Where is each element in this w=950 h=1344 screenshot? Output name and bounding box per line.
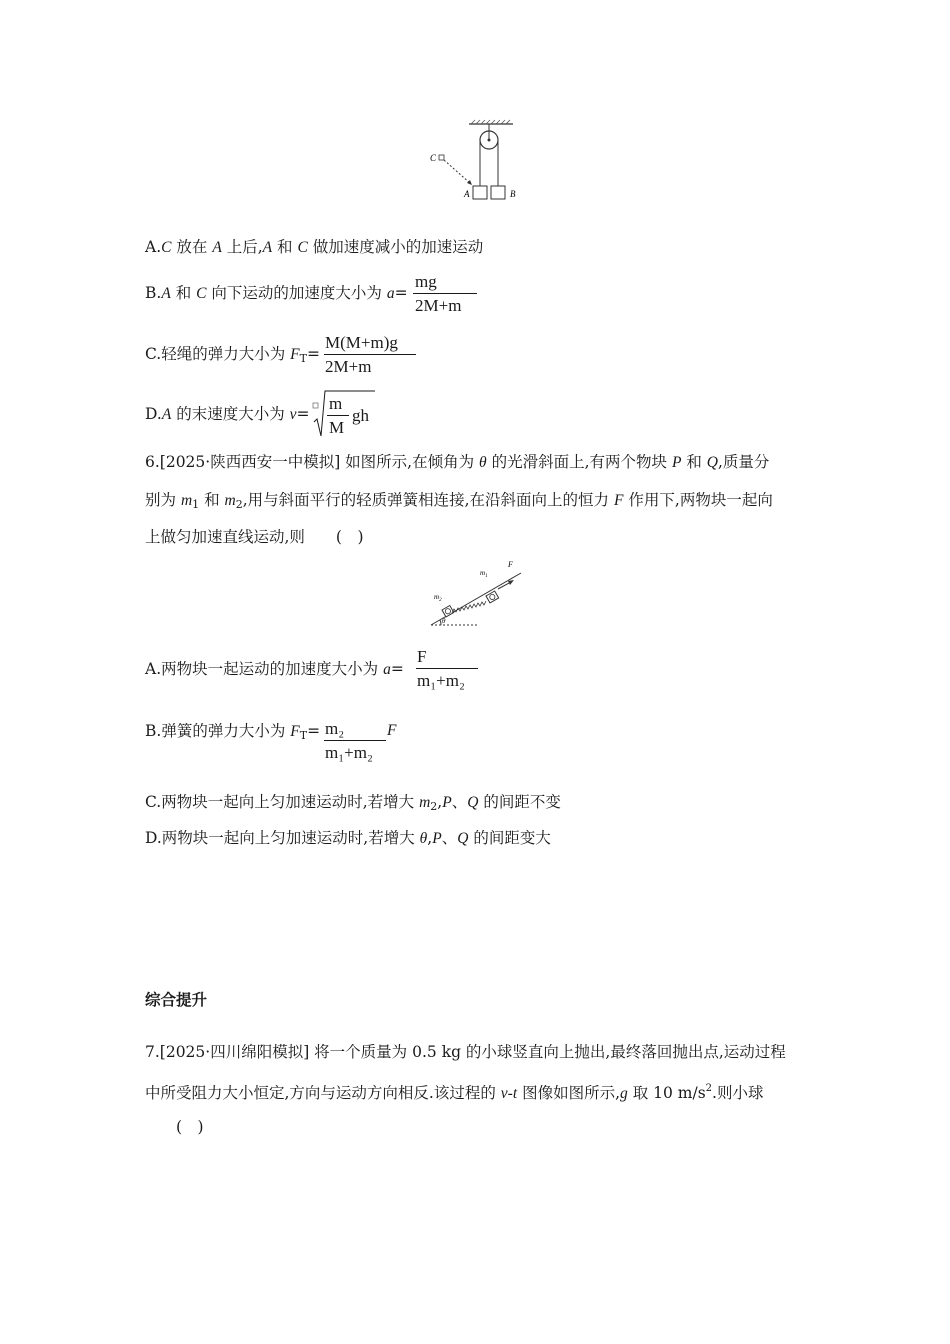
gh-text: gh <box>352 406 369 425</box>
text: 、 <box>441 829 458 847</box>
q6-option-d <box>145 828 551 849</box>
q6-option-a <box>145 659 404 680</box>
fig2-label-m1: $m_1$ <box>480 569 488 579</box>
var: θ <box>419 830 428 847</box>
q5-option-d <box>145 404 310 425</box>
var: A <box>262 239 273 256</box>
fraction-bar <box>413 293 477 294</box>
var: C <box>161 239 172 256</box>
text: 放在 <box>171 238 213 256</box>
fig1-label-a: A <box>464 189 470 199</box>
fig1-label-c: C <box>430 153 437 163</box>
fraction-bar <box>327 415 349 416</box>
q6-a-fraction <box>416 647 480 695</box>
text: 上后, <box>221 238 263 256</box>
denominator: 2M+m <box>325 357 372 376</box>
text: 的间距变大 <box>468 829 551 847</box>
q6-line-2 <box>145 490 773 515</box>
denominator: M <box>329 418 345 437</box>
text: 的光滑斜面上,有两个物块 <box>486 453 672 471</box>
text: C.轻绳的弹力大小为 <box>145 345 291 363</box>
q7-line-2 <box>145 1079 763 1104</box>
text: .则小球 <box>712 1084 764 1102</box>
q7-line-3: ( ) <box>176 1118 204 1136</box>
section-title: 综合提升 <box>145 991 208 1009</box>
pulley-figure <box>425 118 525 204</box>
text: 作用下,两物块一起向 <box>623 491 773 509</box>
text: , <box>427 829 433 847</box>
q6-line-3: 上做匀加速直线运动,则 ( ) <box>145 528 364 546</box>
q6-b-fraction <box>324 719 388 767</box>
var: m <box>224 492 236 509</box>
var: a <box>386 285 395 302</box>
fraction-bar <box>324 354 416 355</box>
numerator: F <box>417 647 427 666</box>
text: 图像如图所示, <box>517 1084 621 1102</box>
text: D.两物块一起向上匀加速运动时,若增大 <box>145 829 420 847</box>
text: B. <box>145 284 162 302</box>
text: C.两物块一起向上匀加速运动时,若增大 <box>145 793 420 811</box>
fig2-label-f: F <box>508 560 513 569</box>
subscript: 2 <box>430 800 438 813</box>
var: Q <box>457 830 469 847</box>
q5-c-fraction <box>324 333 420 379</box>
q5-option-b <box>145 283 408 304</box>
incline-figure <box>425 556 525 630</box>
var: C <box>297 239 308 256</box>
text: 和 <box>199 491 225 509</box>
text: 和 <box>681 453 707 471</box>
fraction-bar <box>416 668 478 669</box>
text: = <box>307 722 321 740</box>
var: v <box>289 406 297 423</box>
text: = <box>306 345 320 363</box>
var: A <box>212 239 222 256</box>
q6-option-b <box>145 721 320 746</box>
text: 做加速度减小的加速运动 <box>307 238 484 256</box>
subscript: T <box>299 352 307 365</box>
var: F <box>290 723 300 740</box>
text: 取 10 m/s <box>627 1084 706 1102</box>
fraction-bar <box>324 740 386 741</box>
text: 的末速度大小为 <box>171 405 290 423</box>
fig2-label-m2: $m_2$ <box>434 593 442 603</box>
var: θ <box>479 454 487 471</box>
text: 、 <box>451 793 468 811</box>
text: = <box>296 405 310 423</box>
q5-option-a <box>145 237 483 258</box>
text: 和 <box>170 284 197 302</box>
text: 6.[2025·陕西西安一中模拟] 如图所示,在倾角为 <box>145 453 480 471</box>
var: m <box>180 492 193 509</box>
var: A <box>161 285 171 302</box>
text: 别为 <box>145 491 181 509</box>
var: C <box>196 285 207 302</box>
denominator: 2M+m <box>415 296 462 315</box>
q6-option-c <box>145 792 561 817</box>
q6-b-after: F <box>387 722 397 739</box>
text: A. <box>145 238 162 256</box>
text: A.两物块一起运动的加速度大小为 <box>145 660 384 678</box>
var: Q <box>467 794 479 811</box>
text: B.弹簧的弹力大小为 <box>145 722 291 740</box>
numerator: m <box>329 394 343 413</box>
var: v-t <box>500 1085 518 1102</box>
text: 的间距不变 <box>478 793 561 811</box>
subscript: 1 <box>192 498 200 511</box>
text: ,质量分 <box>718 453 770 471</box>
numerator: m₂ <box>325 719 345 738</box>
q5-b-fraction <box>413 272 479 318</box>
q7-line-1: 7.[2025·四川绵阳模拟] 将一个质量为 0.5 kg 的小球竖直向上抛出,最终落回抛出点,运动过程 <box>145 1043 786 1061</box>
var: Q <box>706 454 718 471</box>
fig1-label-b: B <box>510 189 516 199</box>
var: P <box>671 454 682 471</box>
fig2-label-theta: θ <box>442 617 446 625</box>
q5-d-fraction <box>327 394 353 440</box>
subscript: T <box>299 729 308 742</box>
denominator: m₁+m₂ <box>325 743 373 762</box>
subscript: 2 <box>235 498 243 511</box>
text: , <box>437 793 443 811</box>
text: D. <box>145 405 162 423</box>
q5-option-c <box>145 344 320 369</box>
text: ,用与斜面平行的轻质弹簧相连接,在沿斜面向上的恒力 <box>242 491 614 509</box>
var: m <box>419 794 431 811</box>
var: a <box>383 661 391 678</box>
var: F <box>614 492 624 509</box>
var: A <box>161 406 172 423</box>
text: 向下运动的加速度大小为 <box>206 284 387 302</box>
var: g <box>620 1085 628 1102</box>
var: P <box>442 794 452 811</box>
numerator: M(M+m)g <box>325 333 398 352</box>
var: F <box>290 346 300 363</box>
numerator: mg <box>415 272 437 291</box>
denominator: m₁+m₂ <box>417 671 465 690</box>
superscript: 2 <box>705 1083 713 1094</box>
q6-line-1 <box>145 452 769 473</box>
var: P <box>432 830 442 847</box>
text: 中所受阻力大小恒定,方向与运动方向相反.该过程的 <box>145 1084 501 1102</box>
text: = <box>394 284 408 302</box>
text: 和 <box>272 238 298 256</box>
text: = <box>390 660 404 678</box>
